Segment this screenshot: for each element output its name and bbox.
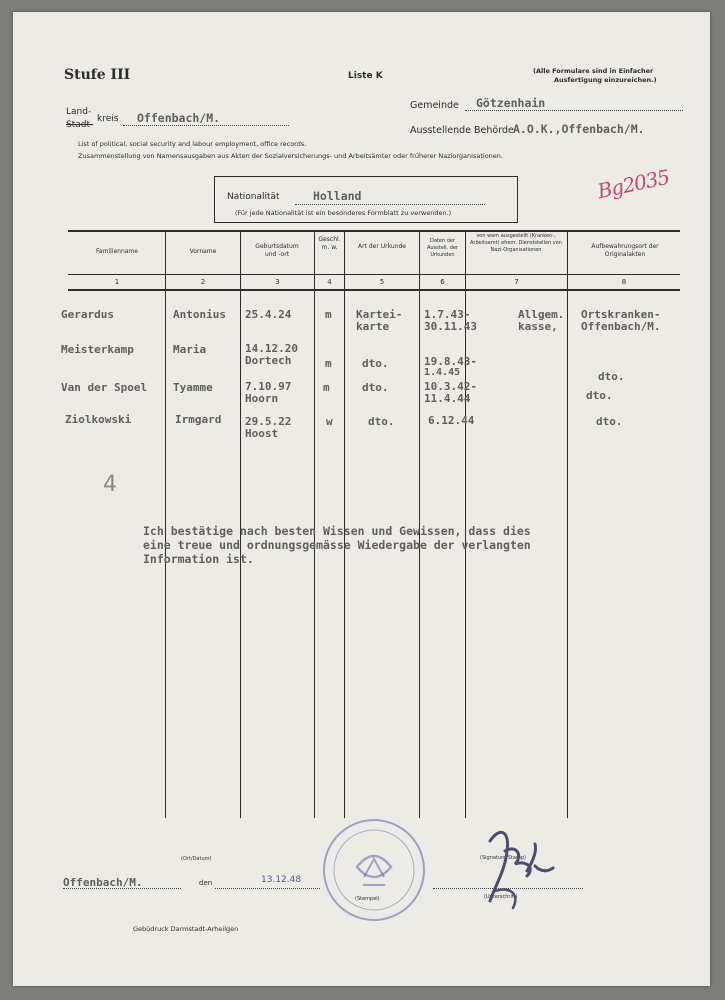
form-note-line1: (Alle Formulare sind in Einfacher (533, 67, 654, 75)
intro-english: List of political, social security and labour employment, office records. (78, 140, 307, 148)
table-cell-name: Gerardus (61, 308, 114, 321)
table-cell-geburtsort: Hoost (245, 427, 279, 440)
col-header-geburtsdatum: Geburtsdatum und -ort (255, 243, 299, 258)
nationality-note: (Für jede Nationalität ist ein besonderes Formblatt zu verwenden.) (235, 209, 452, 217)
table-cell-geburtsdatum: 7.10.97 (245, 380, 292, 393)
table-cell-art: dto. (368, 415, 395, 428)
statement-line: Ich bestätige nach besten Wissen und Gewissen, dass dies (143, 524, 531, 538)
statement-line: Information ist. (143, 552, 254, 566)
behoerde-value: A.O.K.,Offenbach/M. (513, 122, 645, 136)
table-cell-vorname: Irmgard (175, 413, 222, 426)
table-cell-daten-cont: 30.11.43 (424, 320, 477, 333)
table-cell-sex: m (325, 308, 332, 321)
table-cell-von-wem-cont: kasse, (518, 320, 558, 333)
gemeinde-label: Gemeinde (410, 100, 459, 111)
land-label: Land- (66, 107, 92, 117)
footer-place: Offenbach/M. (63, 876, 143, 889)
table-cell-aufbewahrungsort: dto. (598, 370, 625, 383)
table-cell-vorname: Maria (173, 343, 207, 356)
gemeinde-value: Götzenhain (476, 96, 546, 110)
unterschrift-label: (Unterschrift) (484, 894, 518, 900)
nationality-box (214, 176, 518, 223)
col-number: 6 (440, 278, 445, 286)
statement-line: eine treue und ordnungsgemässe Wiedergabe der verlangten (143, 538, 531, 552)
table-cell-art-cont: karte (356, 320, 390, 333)
kreis-value: Offenbach/M. (137, 111, 221, 125)
nationality-label: Nationalität (227, 192, 280, 202)
table-cell-daten: 19.8.43- (424, 355, 477, 368)
table-cell-daten: 1.7.43- (424, 308, 471, 321)
table-cell-geburtsdatum: 14.12.20 (245, 342, 298, 355)
stadt-label: Stadt- (66, 120, 94, 130)
pencil-margin-mark: 4 (103, 472, 117, 497)
table-cell-art: Kartei- (356, 308, 403, 321)
col-number: 3 (275, 278, 280, 286)
table-cell-daten-cont: 11.4.44 (424, 392, 471, 405)
table-cell-aufbewahrungsort: dto. (586, 389, 613, 402)
table-cell-name: Ziolkowski (65, 413, 132, 426)
table-cell-daten: 10.3.42- (424, 380, 477, 393)
table-cell-daten: 6.12.44 (428, 414, 475, 427)
table-cell-sex: m (325, 357, 332, 370)
table-cell-name: Meisterkamp (61, 343, 134, 356)
table-number-rule (68, 289, 680, 291)
handwritten-reference-number: Bg2035 (595, 164, 672, 204)
form-note-line2: Ausfertigung einzureichen.) (554, 76, 657, 84)
table-cell-geburtsort: Dortech (245, 354, 292, 367)
col-number: 5 (379, 278, 385, 286)
table-cell-art: dto. (362, 357, 389, 370)
col-header-art: Art der Urkunde (358, 243, 406, 250)
col-number: 2 (200, 278, 206, 286)
footer-date-stamp: 13.12.48 (261, 875, 302, 885)
table-cell-geburtsort: Hoorn (245, 392, 279, 405)
table-cell-aufbewahrungsort: Ortskranken- (581, 308, 661, 321)
table-cell-geburtsdatum: 29.5.22 (245, 415, 292, 428)
ort-datum-label: (Ort/Datum) (181, 856, 212, 862)
footer-den-label: den (199, 879, 213, 887)
table-header-rule (68, 274, 680, 275)
official-seal-stamp (319, 815, 429, 925)
col-header-aufbewahrungsort: Aufbewahrungsort der Originalakten (591, 243, 659, 258)
col-header-von-wem: von wem ausgestellt (Kranken-, Arbeitsamt) ehem. Dienststellen von Nazi-Organisationen (470, 233, 562, 253)
col-header-familienname: Familienname (96, 248, 138, 255)
table-cell-von-wem: Allgem. (518, 308, 565, 321)
liste-label: Liste K (348, 71, 383, 81)
col-number: 1 (114, 278, 120, 286)
stufe-label: Stufe III (64, 67, 131, 83)
table-cell-daten-cont: 1.4.45 (424, 367, 461, 378)
stempel-label: (Stempel) (355, 896, 380, 902)
document-page (13, 12, 710, 986)
table-cell-aufbewahrungsort: dto. (596, 415, 623, 428)
table-cell-vorname: Tyamme (173, 381, 213, 394)
col-number: 8 (621, 278, 627, 286)
col-number: 4 (327, 278, 332, 286)
signature-stamp-label: (Signature/Stamp) (480, 855, 526, 861)
handwritten-signature (465, 816, 565, 921)
nationality-value: Holland (313, 189, 362, 203)
table-cell-vorname: Antonius (173, 308, 226, 321)
col-header-geschlecht: Geschl. m. w. (318, 236, 341, 251)
table-cell-name: Van der Spoel (61, 381, 148, 394)
table-cell-aufbewahrungsort-cont: Offenbach/M. (581, 320, 661, 333)
col-header-daten: Daten der Ausstell. der Urkunden (426, 238, 459, 258)
printer-imprint: Gebüdruck Darmstadt-Arheilgen (133, 925, 239, 933)
table-cell-sex: w (326, 415, 333, 428)
table-cell-art: dto. (362, 381, 389, 394)
kreis-label: kreis (97, 114, 119, 124)
col-header-vorname: Vorname (189, 248, 217, 255)
intro-german: Zusammenstellung von Namensausgaben aus Akten der Sozialversicherungs- und Arbeitsämter oder früherer Naziorganisationen. (78, 152, 503, 160)
table-cell-sex: m (323, 381, 330, 394)
behoerde-label: Ausstellende Behörde (410, 125, 514, 136)
table-cell-geburtsdatum: 25.4.24 (245, 308, 292, 321)
col-number: 7 (514, 278, 519, 286)
table-top-rule (68, 230, 680, 232)
